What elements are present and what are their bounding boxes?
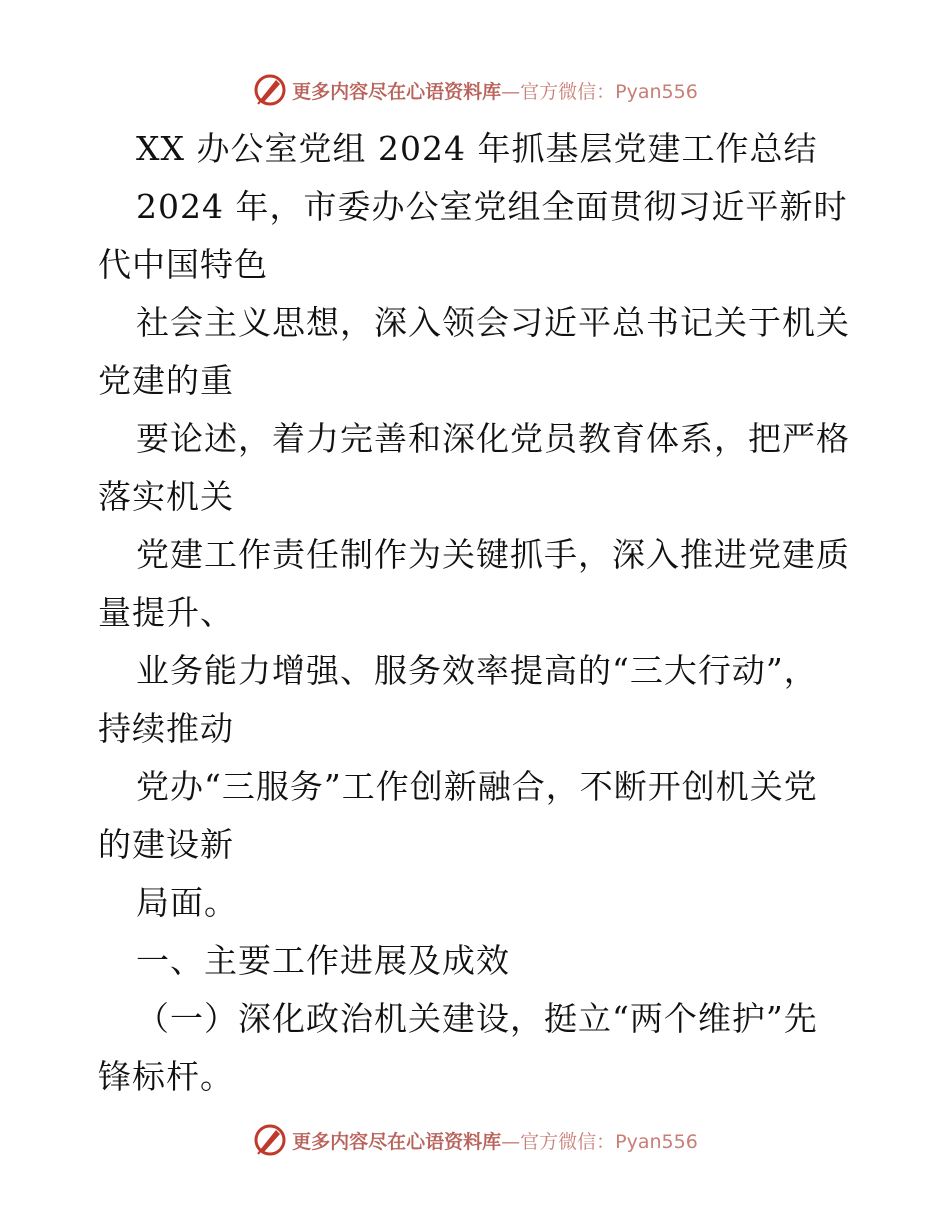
paragraph-line: 量提升、 [98,593,234,632]
paragraph-line: 持续推动 [98,709,234,748]
paragraph-line: 的建设新 [98,825,234,864]
paragraph-line: 锋标杆。 [98,1057,234,1096]
banner-sub-text: —官方微信：Pyan556 [501,80,698,103]
document-title: XX 办公室党组 2024 年抓基层党建工作总结 [136,129,818,168]
quill-logo-icon [252,1122,288,1158]
paragraph-line: 要论述，着力完善和深化党员教育体系，把严格 [136,419,850,458]
document-body [98,120,858,1106]
subsection-heading: （一）深化政治机关建设，挺立“两个维护”先 [136,999,818,1038]
header-watermark-banner [0,70,950,110]
banner-sub-text: —官方微信：Pyan556 [501,1130,698,1153]
section-heading: 一、主要工作进展及成效 [136,941,510,980]
paragraph-line: 党办“三服务”工作创新融合，不断开创机关党 [136,767,818,806]
paragraph-line: 党建的重 [98,361,234,400]
quill-logo-icon [252,72,288,108]
paragraph-line: 2024 年，市委办公室党组全面贯彻习近平新时 [136,187,848,226]
paragraph-line: 党建工作责任制作为关键抓手，深入推进党建质 [136,535,850,574]
paragraph-line: 落实机关 [98,477,234,516]
paragraph-line: 社会主义思想，深入领会习近平总书记关于机关 [136,303,850,342]
footer-watermark-banner [0,1120,950,1160]
banner-main-text: 更多内容尽在心语资料库 [292,1130,502,1153]
paragraph-line: 业务能力增强、服务效率提高的“三大行动”， [136,651,818,690]
banner-main-text: 更多内容尽在心语资料库 [292,80,502,103]
paragraph-line: 局面。 [136,883,238,922]
paragraph-line: 代中国特色 [98,245,268,284]
